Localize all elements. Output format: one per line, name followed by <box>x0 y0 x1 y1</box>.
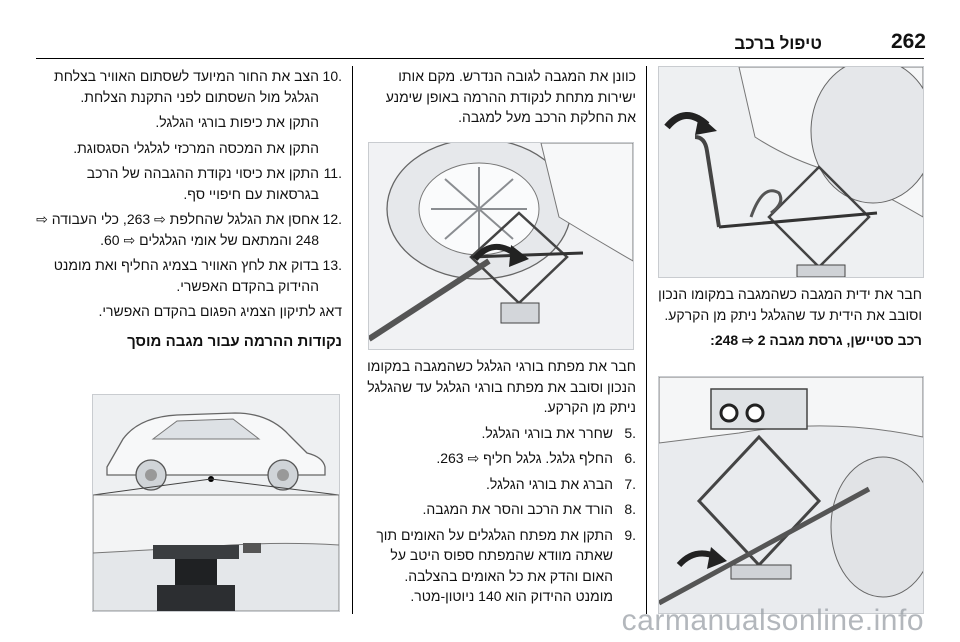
step-number: .6 <box>624 450 636 466</box>
page-title: טיפול ברכב <box>734 34 822 53</box>
step-5 <box>364 423 636 444</box>
step-number: .13 <box>322 257 342 273</box>
paragraph: כוונן את המגבה לגובה הנדרש. מקם אותו ישירות מתחת לנקודת ההרמה באופן שימנע את החלקת הרכב מעל למגבה. <box>385 68 636 125</box>
step-number: .12 <box>322 211 342 227</box>
left-column <box>36 66 342 356</box>
jack-handle-drawing <box>659 67 923 277</box>
section-reference: רכב סטיישן, גרסת מגבה 2 ⇨ 248: <box>710 332 922 348</box>
step-13 <box>36 255 342 296</box>
step-number: .8 <box>624 501 636 517</box>
jack-wrench-illustration <box>368 142 634 350</box>
step-number: .10 <box>322 68 342 84</box>
step-8 <box>364 499 636 520</box>
step-text: שחרר את בורגי הגלגל. <box>481 424 613 441</box>
step-number: .11 <box>323 165 342 181</box>
step-11 <box>36 163 342 204</box>
jack-placement-illustration <box>658 376 924 614</box>
step-text: החלף גלגל. גלגל חליף ⇨ 263. <box>436 450 613 466</box>
right-column <box>658 284 922 356</box>
paragraph: התקן את המכסה המרכזי לגלגלי הסגסוגת. <box>73 139 319 156</box>
step-text: התקן את כיסוי נקודת ההגבהה של הרכב בגרסאות עם חיפויי סף. <box>86 165 319 202</box>
step-text: הורד את הרכב והסר את המגבה. <box>422 501 613 517</box>
step-text: התקן את מפתח הגלגלים על האומים תוך שאתה מוודא שהמפתח ספוס היטב על האום והדק את כל האומים בהצלבה. מומנט ההידוק הוא 140 ניוטון-מטר. <box>376 526 613 604</box>
jack-handle-illustration <box>658 66 924 278</box>
column-divider <box>646 66 647 614</box>
wheel-jack-drawing <box>369 143 633 349</box>
page-number: 262 <box>890 30 926 53</box>
step-text: הצב את החור המיועד לשסתום האוויר בצלחת הגלגל מול השסתום לפני התקנת הצלחת. <box>54 68 319 105</box>
watermark: carmanualsonline.info <box>621 604 924 637</box>
step-7 <box>364 474 636 495</box>
section-heading: נקודות ההרמה עבור מגבה מוסך <box>127 332 342 350</box>
step-number: .7 <box>624 475 636 492</box>
figure-caption: חבר את מפתח בורגי הגלגל כשהמגבה במקומו הנכון וסובב את מפתח בורגי הגלגל עד שהגלגל ניתק מן הקרקע. <box>367 358 636 415</box>
jack-placement-drawing <box>659 377 923 613</box>
column-divider <box>352 66 353 614</box>
paragraph: דאג לתיקון הצמיג הפגום בהקדם האפשרי. <box>98 303 342 319</box>
step-6 <box>364 448 636 469</box>
middle-column-lower <box>364 356 636 612</box>
middle-column <box>364 66 636 133</box>
step-number: .9 <box>624 526 636 543</box>
step-text: בדוק את לחץ האוויר בצמיג החליף ואת מומנט ההידוק בהקדם האפשרי. <box>53 257 319 294</box>
step-text: אחסן את הגלגל שהחלפת ⇨ 263, כלי העבודה ⇨ 248 והמתאם של אומי הגלגלים ⇨ 60. <box>36 211 319 248</box>
step-text: הברג את בורגי הגלגל. <box>485 475 613 492</box>
figure-caption: חבר את ידית המגבה כשהמגבה במקומו הנכון וסובב את הידית עד שהגלגל ניתק מן הקרקע. <box>658 286 922 323</box>
step-12 <box>36 209 342 250</box>
step-10 <box>36 66 342 107</box>
paragraph: התקן את כיפות בורגי הגלגל. <box>155 114 319 130</box>
step-number: .5 <box>624 424 636 441</box>
garage-lift-illustration <box>92 394 340 612</box>
header-rule <box>36 58 924 59</box>
car-lift-drawing <box>93 395 339 611</box>
step-9 <box>364 525 636 607</box>
